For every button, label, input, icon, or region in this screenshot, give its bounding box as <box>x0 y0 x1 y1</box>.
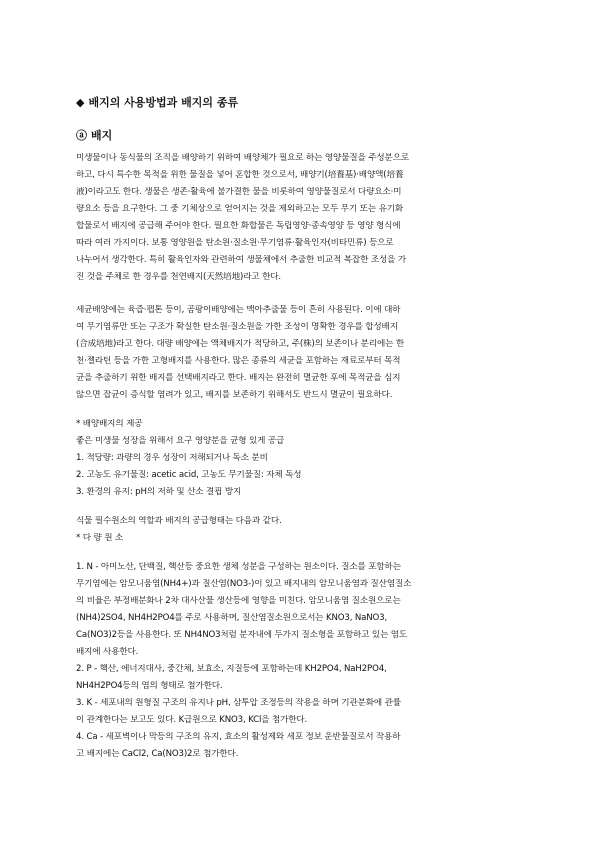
paragraph-line: 천·젤라틴 등을 가한 고형배지를 사용한다. 많은 종류의 세균을 포함하는 재료로부터 목적 <box>76 356 401 366</box>
paragraph-line: 3. K - 세포내의 원형질 구조의 유지나 pH, 삼투압 조정등의 작용을 하며 기관분화에 관률 <box>76 698 401 708</box>
paragraph-line: 미생물이나 동식물의 조직을 배양하기 위하여 배양체가 필요로 하는 영양물질을 주성분으로 <box>76 153 409 163</box>
paragraph-line: 무기염에는 암모니움염(NH4+)과 질산염(NO3-)이 있고 배지내의 암모니움염과 질산염질소 <box>76 579 412 589</box>
page-title-text: 배지의 사용방법과 배지의 종류 <box>88 96 239 109</box>
page-title <box>76 94 238 110</box>
list-heading: * 배양배지의 제공 <box>76 419 143 429</box>
paragraph-line: 배지에 사용한다. <box>76 647 139 657</box>
list-item: 좋은 미생물 성장을 위해서 요구 영양분을 균형 있게 공급 <box>76 436 285 446</box>
paragraph-line: 고 배지에는 CaCl2, Ca(NO3)2로 첨가한다. <box>76 749 239 759</box>
paragraph-line: 2. P - 핵산, 에너지대사, 중간체, 보효소, 지질등에 포함하는데 KH2PO4, NaH2PO4, <box>76 664 387 674</box>
paragraph-line: 량요소 등을 요구한다. 그 중 기체상으로 얻어지는 것을 제외하고는 모두 무기 또는 유기화 <box>76 204 404 214</box>
paragraph-line: 진 것을 주체로 한 경우를 천연배지(天然培地)라고 한다. <box>76 272 281 282</box>
paragraph-line: 합물로서 배지에 공급해 주어야 한다. 필요한 화합물은 독립영양·종속영양 등 영양 형식에 <box>76 221 401 231</box>
paragraph-line: 세균배양에는 육즙·펩톤 등이, 곰팡이배양에는 맥아추출물 등이 흔히 사용된다. 이에 대하 <box>76 305 401 315</box>
paragraph-line: 液)이라고도 한다. 생물은 생존·활육에 불가결한 물을 비롯하여 영양물질로서 다량요소·미 <box>76 187 402 197</box>
section-heading-text: 배지 <box>91 129 113 142</box>
paragraph-line: 따라 여러 가지이다. 보통 영양원을 탄소원·질소원·무기염류·활육인자(비타민류) 등으로 <box>76 238 394 248</box>
paragraph-line: Ca(NO3)2등을 사용한다. 또 NH4NO3처럼 분자내에 두가지 질소형을 포함하고 있는 염도 <box>76 630 408 640</box>
paragraph-line: (合成培地)라고 한다. 대량 배양에는 액체배지가 적당하고, 주(株)의 보존이나 분리에는 한 <box>76 339 404 349</box>
paragraph-line: 4. Ca - 세포벽이나 막등의 구조의 유지, 효소의 활성제와 세포 정보 운반물질로서 작용하 <box>76 732 401 742</box>
paragraph-line: 균을 추출하기 위한 배지를 선택배지라고 한다. 배지는 완전히 멸균한 후에 목적균을 심지 <box>76 373 401 383</box>
paragraph-line: 의 비율은 부정배분화나 2차 대사산물 생산등에 영향을 미친다. 암모니움염 질소원으로는 <box>76 596 401 606</box>
paragraph-line: NH4H2PO4등의 염의 형태로 첨가한다. <box>76 681 223 691</box>
paragraph-line: 하고, 다시 특수한 목적을 위한 물질을 넣어 혼합한 것으로서, 배양기(培養基)·배양액(培養 <box>76 170 404 180</box>
paragraph-line: 1. N - 아미노산, 단백질, 핵산등 중요한 생체 성분을 구성하는 원소이다. 질소를 포함하는 <box>76 562 401 572</box>
section-heading <box>76 127 112 143</box>
paragraph-line: 여 무기염류만 또는 구조가 확실한 탄소원·질소원을 가한 조성이 명확한 경우를 합성배지 <box>76 322 398 332</box>
paragraph-line: 이 관계한다는 보고도 있다. K급원으로 KNO3, KCl을 첨가한다. <box>76 715 308 725</box>
list-heading: * 다 량 원 소 <box>76 533 124 543</box>
diamond-bullet-icon: ◆ <box>76 96 85 109</box>
circled-bullet-icon: ⓐ <box>76 129 87 142</box>
paragraph-line: 식물 필수원소의 역할과 배지의 공급형태는 다음과 같다. <box>76 516 282 526</box>
paragraph-line: (NH4)2SO4, NH4H2PO4를 주로 사용하며, 질산염질소원으로서는 KNO3, NaNO3, <box>76 613 388 623</box>
list-item: 3. 환경의 유지: pH의 저하 및 산소 결핍 방지 <box>76 487 242 497</box>
list-item: 1. 적당량: 과량의 경우 성장이 저해되거나 독소 분비 <box>76 453 268 463</box>
paragraph-line: 않으면 잡균이 증식할 염려가 있고, 배지를 보존하기 위해서도 반드시 멸균이 필요하다. <box>76 390 393 400</box>
list-item: 2. 고농도 유기물질: acetic acid, 고농도 무기물질: 자체 독성 <box>76 470 302 480</box>
paragraph-line: 나누어서 생각한다. 특히 활육인자와 관련하여 생물체에서 추출한 비교적 복잡한 조성을 가 <box>76 255 407 265</box>
